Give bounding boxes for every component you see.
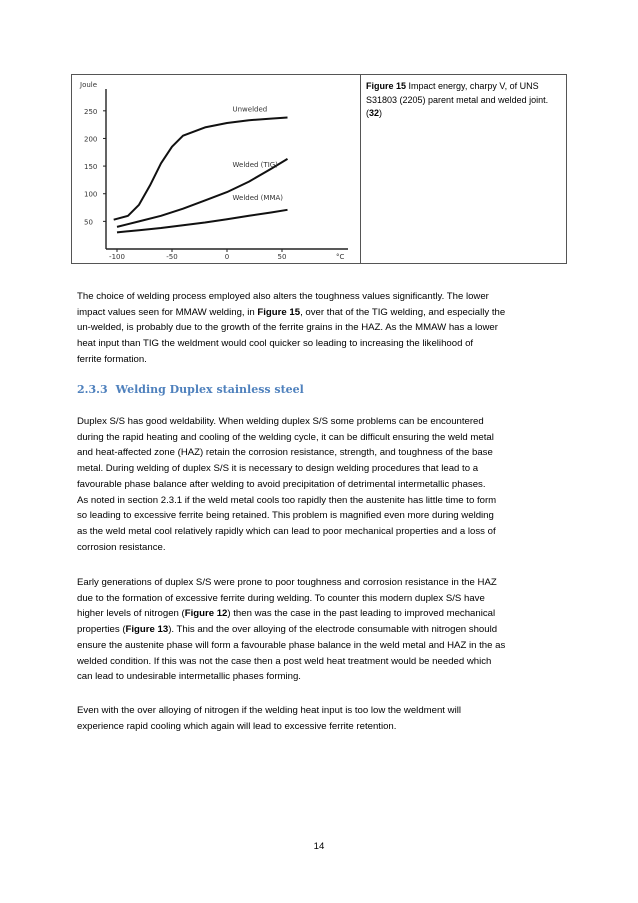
figure-ref: Figure 12 <box>184 608 228 620</box>
heading-title: Welding Duplex stainless steel <box>115 383 304 396</box>
figure-table <box>71 74 567 264</box>
y-tick-label: 150 <box>84 163 98 172</box>
y-tick-label: 250 <box>84 107 98 116</box>
paragraph-2 <box>77 414 562 555</box>
text-line: higher levels of nitrogen (Figure 12) then was the case in the past leading to improved mechanical <box>77 608 496 620</box>
page-number: 14 <box>313 841 325 852</box>
caption-ref: 32 <box>369 108 380 118</box>
text-line: due to the formation of excessive ferrite during welding. To counter this modern duplex S/S have <box>77 592 485 604</box>
series-label: Welded (MMA) <box>232 193 284 202</box>
impact-energy-chart <box>74 77 358 261</box>
caption-text: Impact energy, charpy V, of UNS S31803 (2205) parent metal and welded joint. ( <box>366 81 549 118</box>
figure-ref: Figure 13 <box>125 624 169 636</box>
y-axis-label: Joule <box>80 81 98 89</box>
text-line: properties (Figure 13). This and the over alloying of the electrode consumable with nitrogen should <box>77 624 498 636</box>
x-tick-label: -100 <box>109 253 125 261</box>
text-line: metal. During welding of duplex S/S it is necessary to design welding procedures that lead to a <box>77 463 479 475</box>
text-line: ensure the austenite phase will form a favourable phase balance in the weld metal and HAZ in the as <box>77 639 506 651</box>
text-line: un-welded, is probably due to the growth of the ferrite grains in the HAZ. As the MMAW has a lower <box>77 322 498 334</box>
x-tick-label: 0 <box>224 253 230 261</box>
text-line: Early generations of duplex S/S were prone to poor toughness and corrosion resistance in the HAZ <box>77 577 497 588</box>
text-line: favourable phase balance after welding to avoid precipitation of detrimental intermetallic phases. <box>77 478 486 490</box>
figure-caption <box>366 80 562 121</box>
paragraph-3 <box>77 575 562 685</box>
y-tick-label: 100 <box>84 190 98 199</box>
text-line: heat input than TIG the weldment would cool quicker so leading to increasing the likelihood of <box>77 338 474 350</box>
chart-svg <box>74 77 358 261</box>
x-tick-label: -50 <box>166 253 178 261</box>
text-line: can lead to undesirable intermetallic phases forming. <box>77 671 301 683</box>
paragraph-4 <box>77 703 562 734</box>
caption-label: Figure 15 <box>366 81 407 91</box>
paragraph-1 <box>77 289 562 368</box>
x-axis-label: °C <box>336 253 345 261</box>
text-line: and heat-affected zone (HAZ) retain the corrosion resistance, strength, and toughness of the base <box>77 447 493 459</box>
text-line: As noted in section 2.3.1 if the weld metal cools too rapidly then the austenite has little time to form <box>77 494 497 506</box>
y-tick-label: 200 <box>84 135 98 144</box>
text-line: impact values seen for MMAW welding, in Figure 15, over that of the TIG welding, and especially the <box>77 306 506 318</box>
x-tick-label: 50 <box>277 253 287 261</box>
text-line: welded condition. If this was not the case then a post weld heat treatment would be needed which <box>77 655 492 667</box>
text-line: Even with the over alloying of nitrogen if the welding heat input is too low the weldment will <box>77 705 461 716</box>
heading-number: 2.3.3 <box>77 383 108 396</box>
series-label: Welded (TIG) <box>232 160 278 169</box>
text-line: Duplex S/S has good weldability. When welding duplex S/S some problems can be encountered <box>77 416 484 427</box>
text-line: as the weld metal cool relatively rapidly which can lead to poor mechanical properties and a loss of <box>77 525 496 537</box>
text-line: corrosion resistance. <box>77 541 166 553</box>
caption-text-end: ) <box>379 108 383 118</box>
text-line: experience rapid cooling which again will lead to excessive ferrite retention. <box>77 720 397 732</box>
text-line: so leading to excessive ferrite being retained. This problem is magnified even more during welding <box>77 510 494 522</box>
text-line: ferrite formation. <box>77 353 147 365</box>
section-heading <box>77 383 304 396</box>
figure-divider <box>360 75 361 263</box>
figure-ref: Figure 15 <box>257 306 301 318</box>
text-line: during the rapid heating and cooling of the welding cycle, it can be difficult ensuring the weld metal <box>77 431 494 443</box>
text-line: The choice of welding process employed also alters the toughness values significantly. The lower <box>77 291 489 302</box>
y-tick-label: 50 <box>84 218 93 227</box>
series-label: Unwelded <box>232 105 268 114</box>
